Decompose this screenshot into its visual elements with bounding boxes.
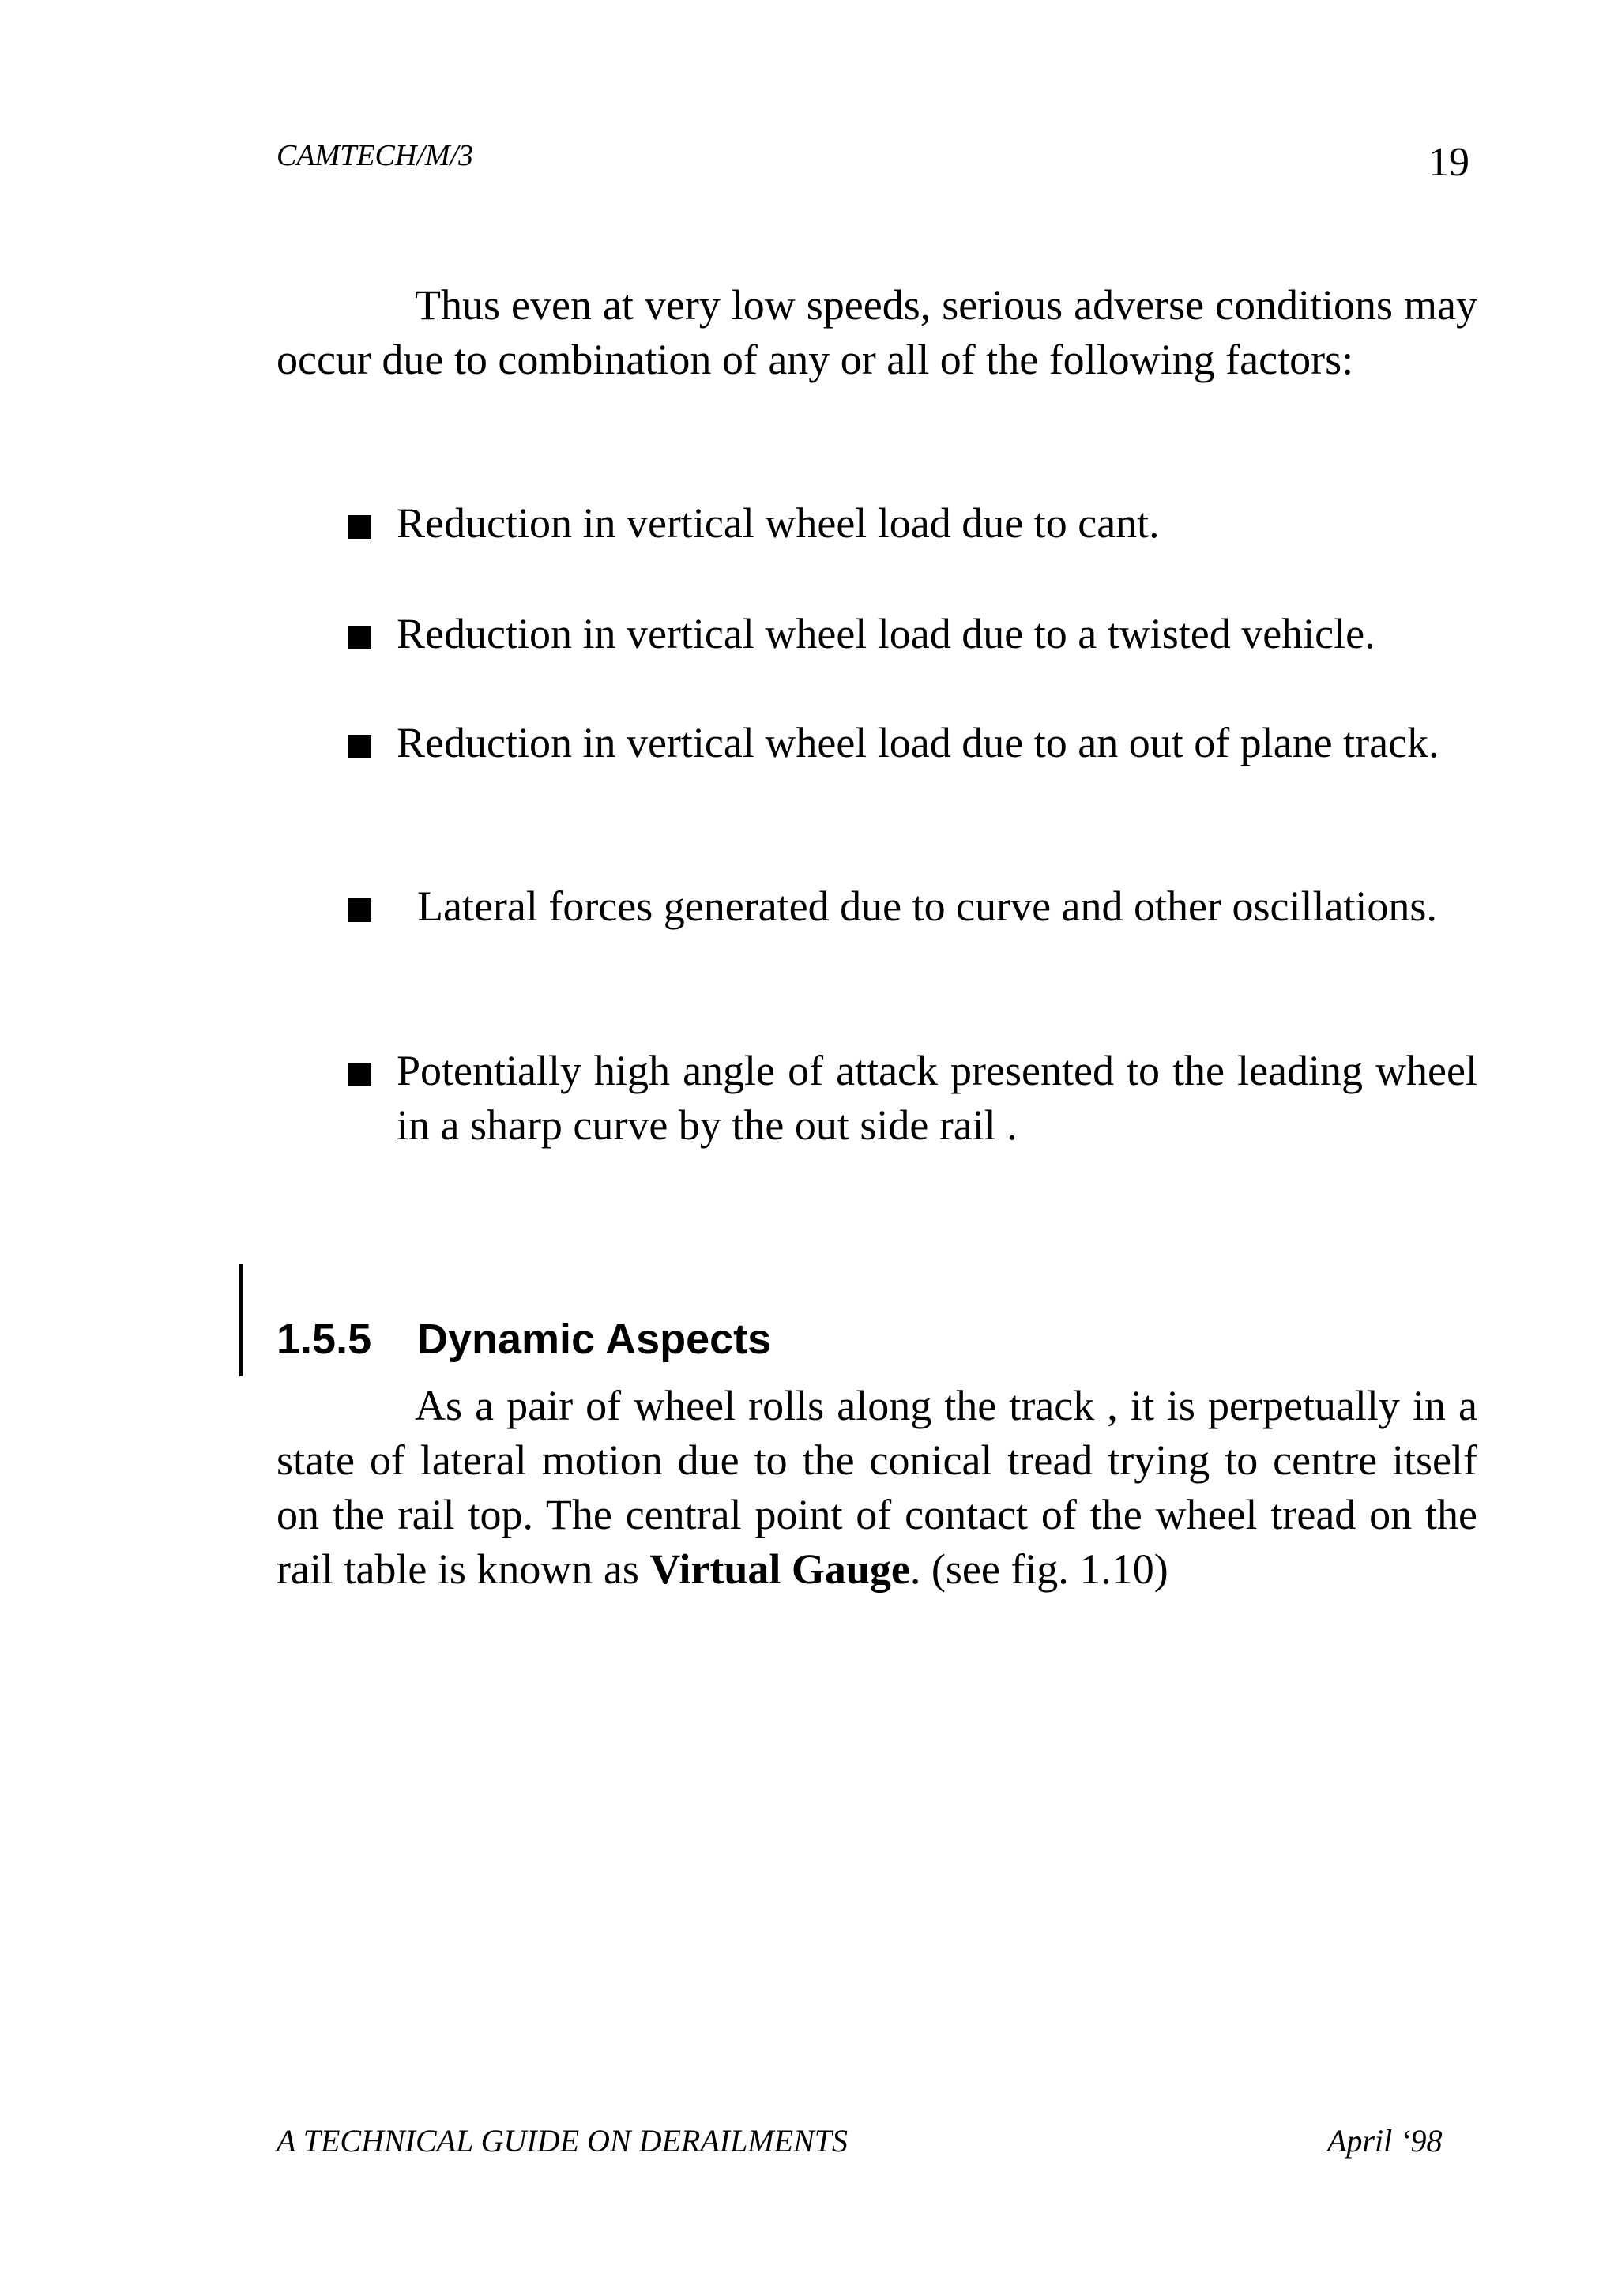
square-bullet-icon	[348, 607, 397, 661]
list-item	[348, 496, 1477, 551]
section-heading	[277, 1312, 771, 1367]
section-text-after: . (see fig. 1.10)	[909, 1545, 1168, 1593]
section-number: 1.5.5	[277, 1315, 372, 1363]
list-item	[348, 879, 1477, 934]
section-text-before: As a pair of wheel rolls along the track , it is perpetually in a state of lateral motion due to the conical tread trying to centre itself on the rail top. The central point of contact of the wheel tread on the rail table is known as	[277, 1382, 1477, 1593]
square-bullet-icon	[348, 879, 397, 934]
virtual-gauge-term: Virtual Gauge	[649, 1545, 910, 1593]
list-item-text: Reduction in vertical wheel load due to a twisted vehicle.	[397, 610, 1375, 657]
document-code: CAMTECH/M/3	[277, 139, 474, 172]
page-number: 19	[1428, 140, 1469, 185]
section-title: Dynamic Aspects	[417, 1315, 772, 1363]
list-item-text: Potentially high angle of attack presented to the leading wheel in a sharp curve by the out side rail .	[397, 1047, 1477, 1149]
list-item-text: Lateral forces generated due to curve and other oscillations.	[417, 883, 1437, 930]
footer-date: April ‘98	[1327, 2123, 1443, 2159]
section-paragraph	[277, 1379, 1477, 1597]
intro-paragraph	[277, 278, 1477, 387]
square-bullet-icon	[348, 716, 397, 770]
list-item	[348, 607, 1477, 661]
list-item-text: Reduction in vertical wheel load due to an out of plane track.	[397, 719, 1439, 766]
list-item	[348, 1044, 1477, 1153]
intro-text: Thus even at very low speeds, serious adverse conditions may occur due to combination of any or all of the following factors:	[277, 281, 1477, 383]
square-bullet-icon	[348, 496, 397, 551]
footer-title: A TECHNICAL GUIDE ON DERAILMENTS	[277, 2123, 849, 2159]
list-item	[348, 716, 1477, 770]
square-bullet-icon	[348, 1044, 397, 1153]
revision-bar	[239, 1264, 243, 1376]
list-item-text: Reduction in vertical wheel load due to cant.	[397, 499, 1160, 547]
